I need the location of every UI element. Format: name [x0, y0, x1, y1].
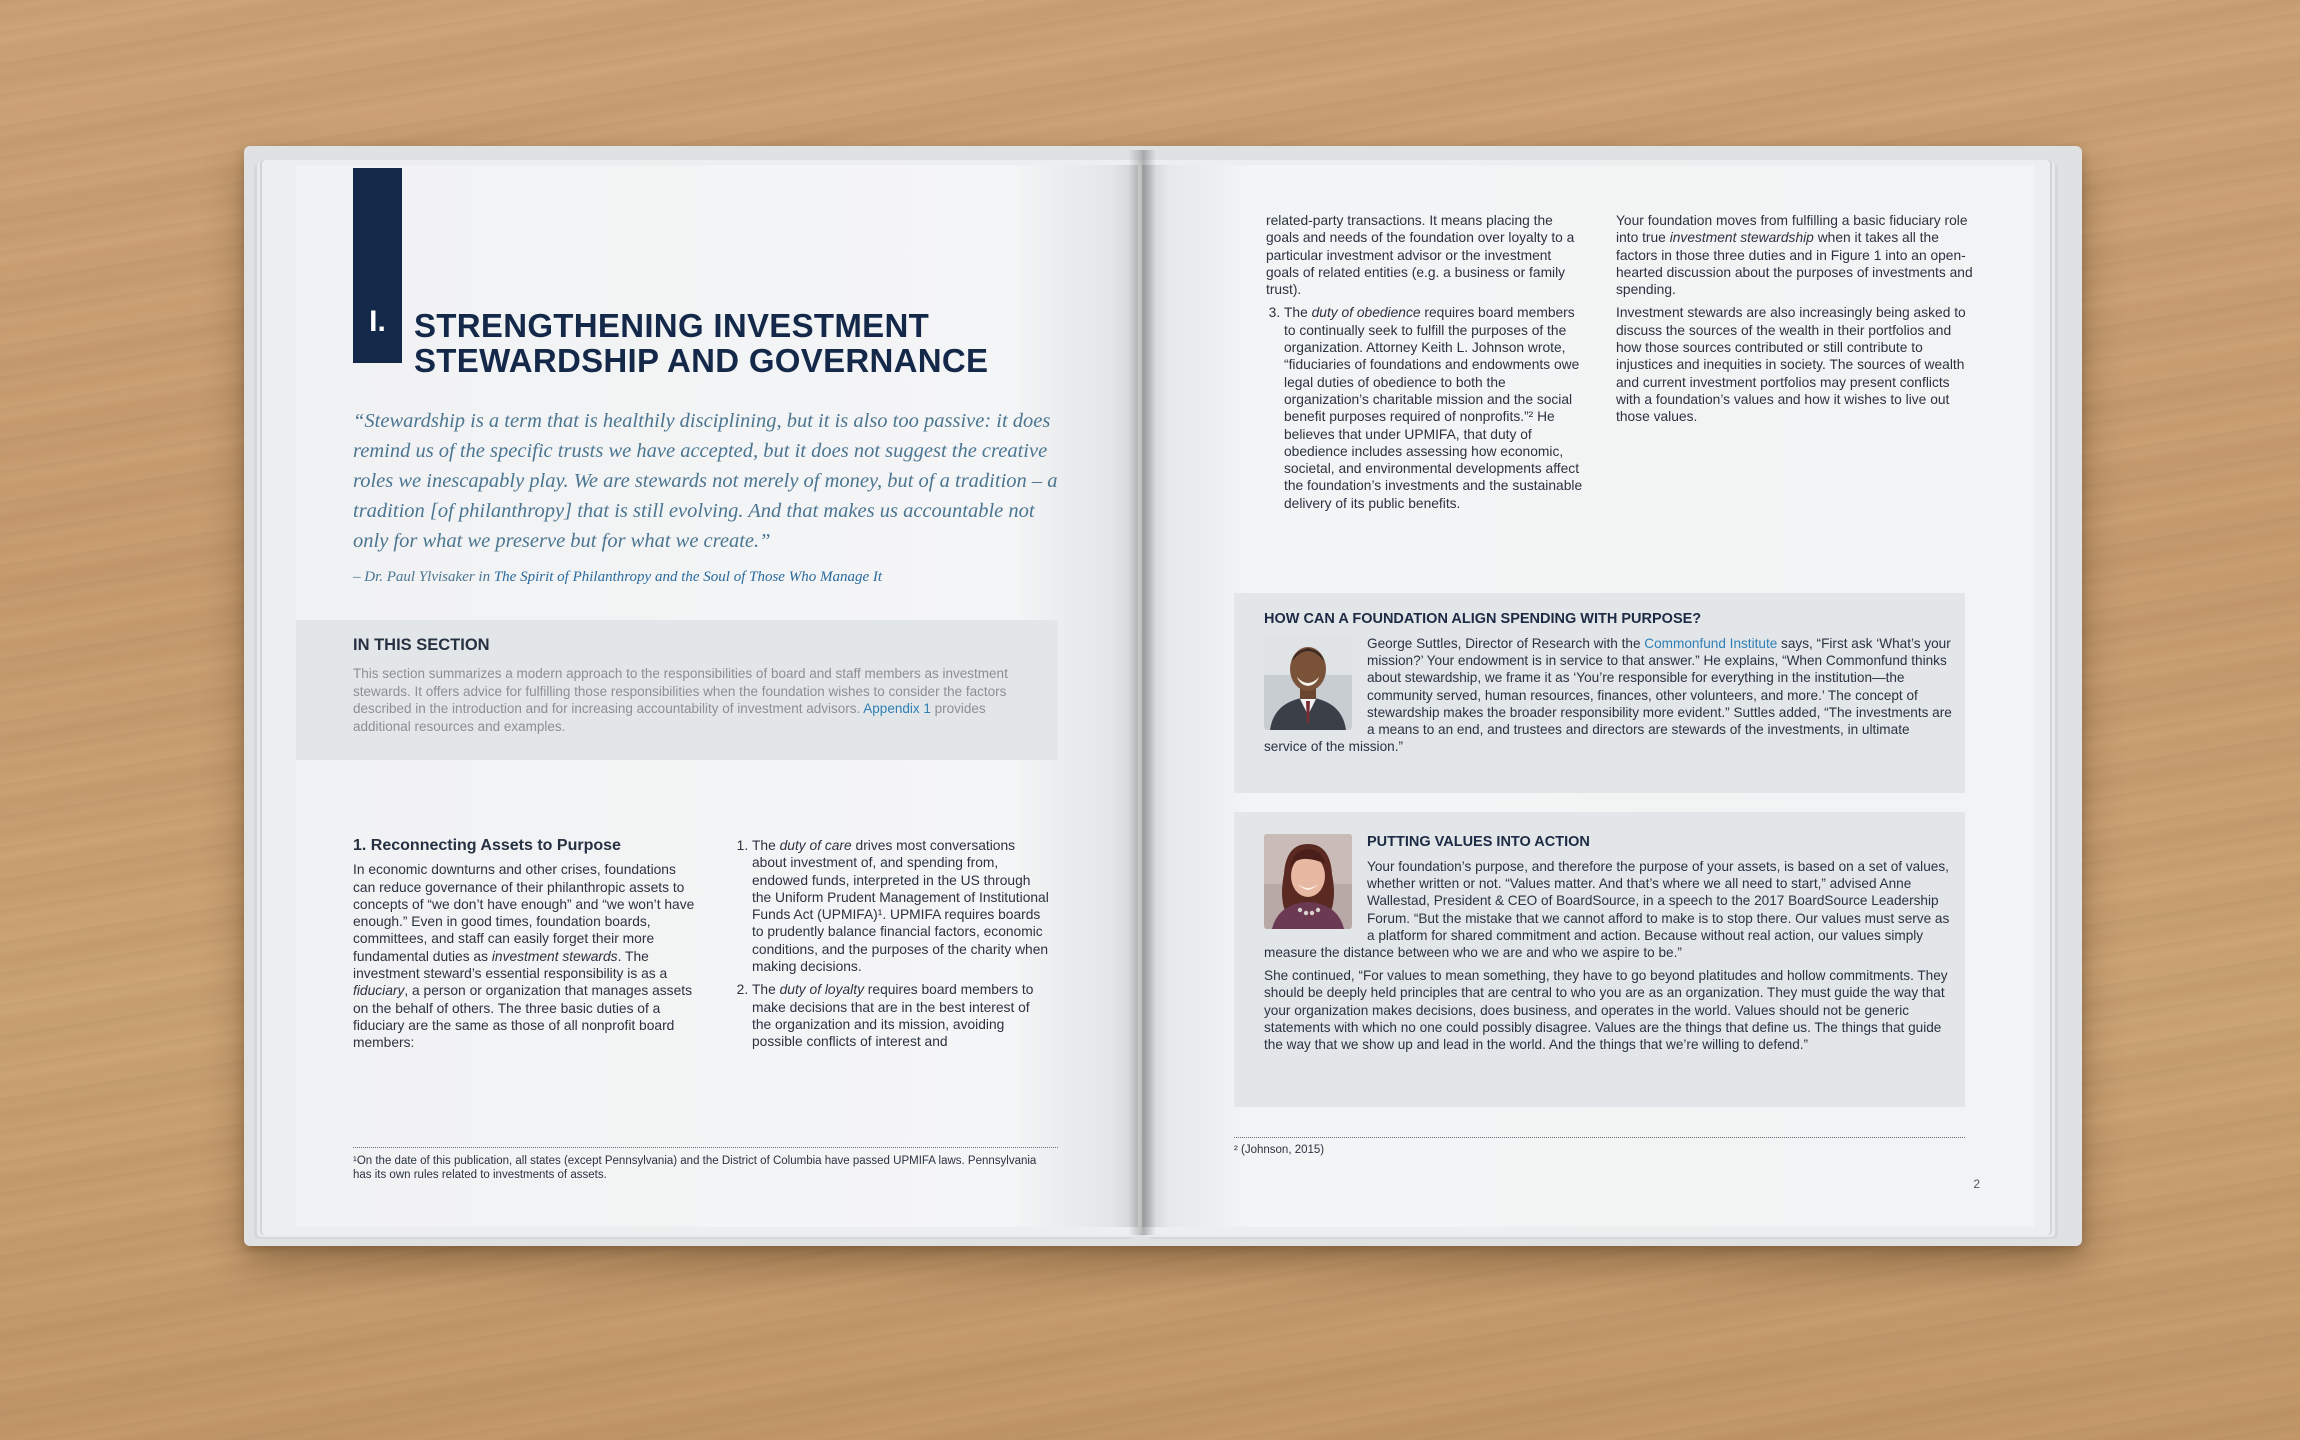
chapter-title: [414, 308, 1054, 378]
portrait-man-image: [1264, 635, 1352, 730]
attribution-prefix: – Dr. Paul Ylvisaker in: [353, 569, 494, 585]
chapter-title-line1: STRENGTHENING INVESTMENT: [414, 307, 930, 344]
section-summary: [353, 665, 1033, 735]
callout-values-into-action: [1234, 812, 1965, 1107]
page-number: 2: [1973, 1177, 1980, 1191]
portrait-woman-image: [1264, 834, 1352, 929]
para-text: In economic downturns and other crises, foundations can reduce governance of their philanthropic assets to concepts of “we don’t have enough” and “we won’t have enough.” Even in good times, foundation boards, committees, and staff can easily forget their more fundamental duties as: [353, 862, 695, 964]
para-text: when it takes all the factors in those three duties and in Figure 1 into an open-hearted discussion about the purposes of investments and spending.: [1616, 230, 1973, 298]
item-emphasis: duty of loyalty: [779, 982, 864, 998]
avatar-anne-wallestad: [1264, 834, 1352, 929]
callout-text: George Suttles, Director of Research with the: [1367, 636, 1645, 651]
item-text: drives most conversations about investment of, and spending from, endowed funds, interpreted in the US through the Uniform Prudent Management of Institutional Funds Act (UPMIFA)¹. UPMIFA requires boards to prudently balance financial factors, economic conditions, and the purposes of the charity when making decisions.: [752, 838, 1049, 975]
list-item-duty-of-obedience: [1284, 304, 1588, 512]
para-text: , a person or organization that manages assets on the behalf of others. The three basic duties of a fiduciary are the same as those of all nonprofit board members:: [353, 983, 692, 1051]
left-page: [296, 165, 1138, 1227]
footnote-divider: [353, 1147, 1058, 1148]
left-column-2: [734, 837, 1049, 1057]
section-heading: IN THIS SECTION: [353, 636, 490, 654]
commonfund-institute-link[interactable]: Commonfund Institute: [1644, 636, 1778, 651]
duties-list: [734, 837, 1049, 1051]
duties-list-continued: [1266, 304, 1588, 512]
attribution-book-title: The Spirit of Philanthropy and the Soul of Those Who Manage It: [493, 569, 883, 585]
item-emphasis: duty of obedience: [1311, 305, 1421, 321]
footnote-upmifa: ¹On the date of this publication, all states (except Pennsylvania) and the District of Columbia have passed UPMIFA laws. Pennsylvania has its own rules related to investments of assets.: [353, 1155, 1037, 1181]
quote-attribution: [353, 569, 1073, 586]
appendix-link[interactable]: Appendix 1: [863, 701, 931, 716]
intro-paragraph: [353, 861, 695, 1051]
callout-title: PUTTING VALUES INTO ACTION: [1367, 834, 1590, 850]
callout-content: [1264, 834, 1954, 1059]
para-emphasis: investment stewardship: [1669, 230, 1814, 246]
item-text: The: [752, 838, 780, 853]
right-column-1: [1266, 212, 1588, 518]
chapter-title-line2: STEWARDSHIP AND GOVERNANCE: [414, 342, 989, 379]
section-summary-text-end: provides additional resources and examples.: [353, 701, 986, 734]
callout-title: HOW CAN A FOUNDATION ALIGN SPENDING WITH PURPOSE?: [1264, 611, 1702, 627]
list-item-duty-of-care: [752, 837, 1049, 975]
footnote-divider: [1234, 1137, 1965, 1138]
para-text: Your foundation moves from fulfilling a basic fiduciary role into true: [1616, 213, 1968, 246]
in-this-section-box: [296, 620, 1058, 760]
callout-align-spending: [1234, 593, 1965, 793]
para-emphasis: investment stewards: [491, 948, 618, 964]
item-text: requires board members to continually seek to fulfill the purposes of the organization. Attorney Keith L. Johnson wrote, “fiduciaries of foundations and endowments owe legal duties of obedience to both the organization’s charitable mission and the social benefit purposes required of nonprofits.”² He believes that under UPMIFA, that duty of obedience includes assessing how economic, societal, and environmental developments affect the foundation’s investments and the sustainable delivery of its public benefits.: [1284, 305, 1583, 511]
callout-text: says, “First ask ‘What’s your mission?’ Your endowment is in service to that answer.” He explains, “When Commonfund thinks about stewardship, we frame it as ‘You’re responsible for everything in the institution—the community served, human resources, finances, other volunteers, and more.’ The concept of stewardship makes the broader responsibility more evident.” Suttles added, “The investments are a means to an end, and trustees and directors are stewards of the investments, in ultimate service of the mission.”: [1264, 636, 1952, 755]
item-emphasis: duty of care: [779, 838, 852, 853]
right-page: [1142, 165, 2034, 1227]
para-emphasis: fiduciary: [353, 983, 405, 999]
item-text: requires board members to make decisions that are in the best interest of the organization and its mission, avoiding possible conflicts of interest and: [752, 982, 1034, 1050]
item-text: The: [752, 982, 780, 998]
right-column-2: [1616, 212, 1976, 432]
callout-content: [1264, 611, 1954, 755]
book-gutter: [1128, 150, 1156, 1235]
epigraph-quote: “Stewardship is a term that is healthily disciplining, but it is also too passive: it does remind us of the specific trusts we have accepted, but it does not suggest the creative roles we inescapably play. We are stewards not merely of money, but of a tradition – a tradition [of philanthropy] that is still evolving. And that makes us accountable not only for what we preserve but for what we create.”: [353, 410, 1058, 552]
item-text: The: [1284, 305, 1312, 321]
callout-paragraph-2: She continued, “For values to mean something, they have to go beyond platitudes and hollow commitments. They should be deeply held principles that are central to who you are as an organization. They must guide the way that your organization makes decisions, does business, and operates in the world. Values should not be generic statements with which no one could possibly disagree. Values are the things that define us. The things that guide the way that we show up and lead in the world. And the things that we’re willing to defend.”: [1264, 968, 1948, 1053]
callout-body: [1264, 858, 1954, 1053]
section-summary-text: This section summarizes a modern approach to the responsibilities of board and staff members as investment stewards. It offers advice for fulfilling those responsibilities when the foundation wishes to consider the factors described in the introduction and for increasing accountability of investment advisors.: [353, 666, 1008, 716]
list-item-duty-of-loyalty: [752, 981, 1049, 1050]
para-text: . The investment steward’s essential responsibility is as a: [353, 948, 668, 982]
callout-body: [1264, 635, 1954, 755]
stewardship-paragraph: [1616, 212, 1976, 298]
chapter-number: I.: [369, 305, 386, 338]
continued-paragraph: related-party transactions. It means placing the goals and needs of the foundation over loyalty to a particular investment advisor or the investment goals of related entities (e.g. a business or family trust).: [1266, 213, 1575, 298]
callout-paragraph-1: Your foundation’s purpose, and therefore the purpose of your assets, is based on a set of values, whether written or not. “Values matter. And that’s where we all need to start,” advised Anne Wallestad, President & CEO of BoardSource, in a speech to the 2017 BoardSource Leadership Forum. “But the mistake that we cannot afford to make is to stop there. Our values must serve as a platform for shared commitment and action. Because without real action, our values simply measure the distance between who we are and who we aspire to be.”: [1264, 859, 1950, 961]
subheading-reconnecting: 1. Reconnecting Assets to Purpose: [353, 837, 621, 854]
footnote-johnson: ² (Johnson, 2015): [1234, 1144, 1325, 1156]
avatar-george-suttles: [1264, 635, 1352, 730]
left-column-1: [353, 837, 695, 1058]
wealth-sources-paragraph: Investment stewards are also increasingly being asked to discuss the sources of the wealth in their portfolios and how those sources contributed or still contribute to injustices and inequities in society. The sources of wealth and current investment portfolios may present conflicts with a foundation’s values and how it wishes to live out those values.: [1616, 305, 1966, 425]
